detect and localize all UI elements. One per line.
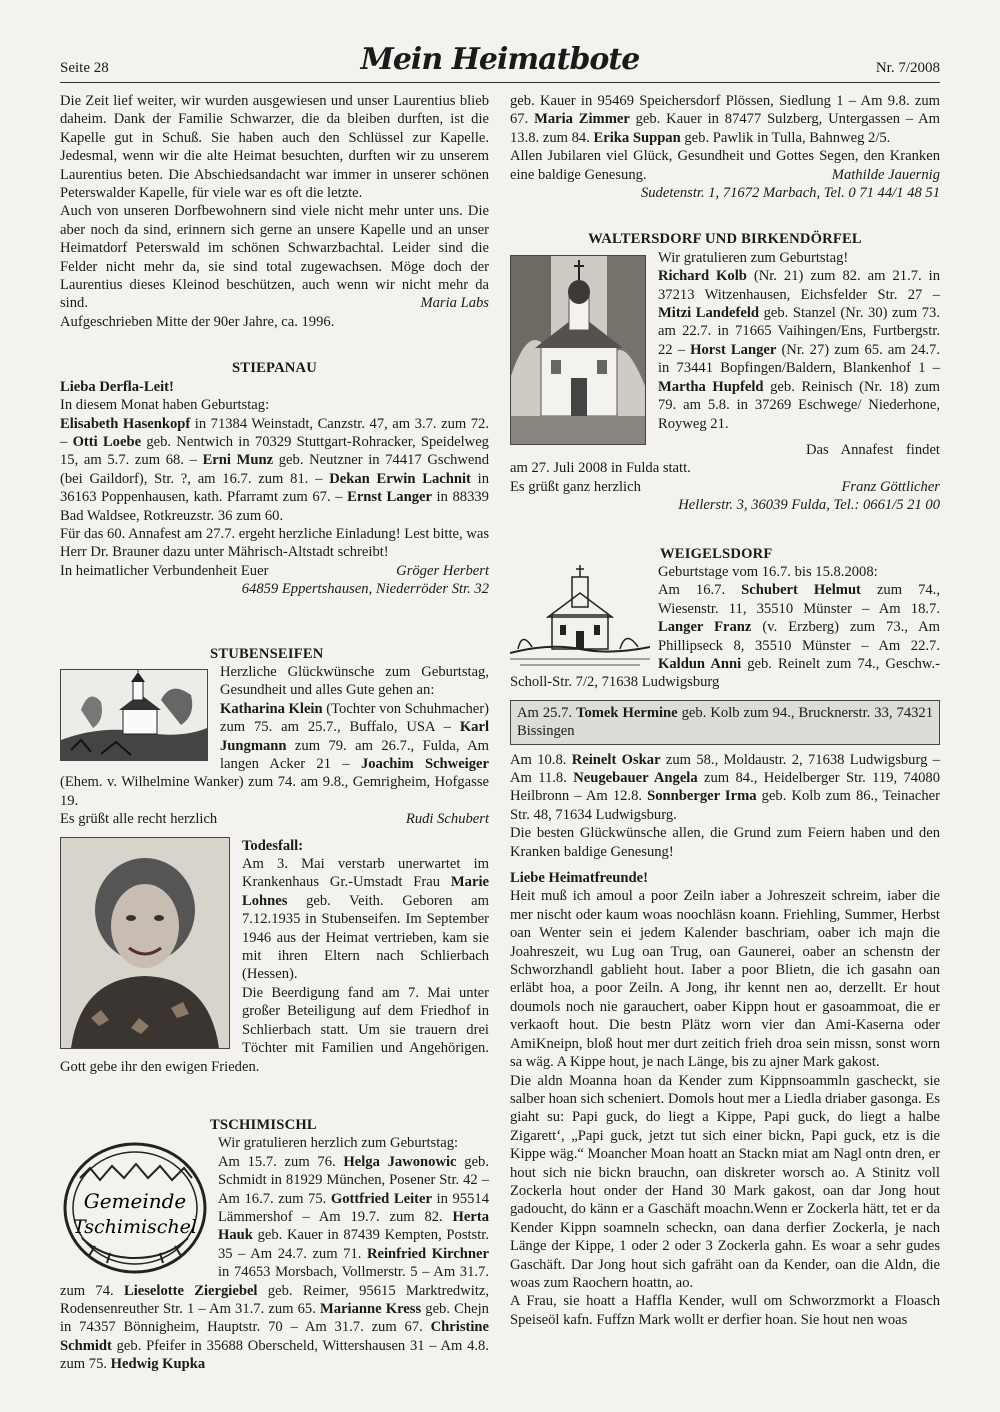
person-name: Marianne Kress xyxy=(320,1300,422,1317)
entry-text: in 36163 Poppenhausen, kath. Pfarramt zum 67. – xyxy=(60,470,490,506)
tschimischl-seal xyxy=(60,1138,210,1278)
issue-number: Nr. 7/2008 xyxy=(875,60,940,76)
stubenseifen-intro: Herzliche Glückwünsche zum Geburtstag, Gesundheit und alles Gute gehen an: xyxy=(220,663,489,699)
person-name: Hedwig Kupka xyxy=(110,1356,206,1373)
entry-text: geb. Kauer in 87439 Kempten, Poststr. 35 – Am 24.7. zum 71. xyxy=(218,1227,489,1262)
stiepanau-entries xyxy=(60,415,489,525)
page-number: Seite 28 xyxy=(60,60,109,76)
section-title-tschimischl: TSCHIMISCHL xyxy=(210,1116,317,1133)
person-name: Elisabeth Hasenkopf xyxy=(60,415,191,432)
left-column xyxy=(60,92,489,1374)
stubenseifen-signature: Rudi Schubert xyxy=(405,811,489,828)
person-name: Langer Franz xyxy=(658,619,752,636)
waltersdorf-fest: Das Annafest findet am 27. Juli 2008 in Fulda statt. xyxy=(510,441,940,477)
entry-text: in 88339 Bad Waldsee, Rotkreuzstr. 36 zum 60. xyxy=(60,489,489,524)
entry-text: (Nr. 21) zum 82. am 21.7. in 37213 Witzenhausen, Eichsfelder Str. 27 – xyxy=(658,268,940,303)
waltersdorf-closing: Es grüßt ganz herzlich Franz Göttlicher xyxy=(510,478,940,495)
entry-text: (Nr. 27) zum 65. am 24.7. in 73441 Bopfingen/Baldern, Blankenhof 1 – xyxy=(658,341,940,377)
person-name: Gottfried Leiter xyxy=(330,1190,432,1207)
stiepanau-signature: Gröger Herbert xyxy=(396,562,489,579)
entry-text: Am 16.7. xyxy=(658,582,742,599)
entry-text: geb. Stanzel (Nr. 30) zum 73. am 22.7. in 71665 Vaihingen/Ens, Furtbergstr. 22 – xyxy=(658,305,940,358)
chapel-photo-waltersdorf xyxy=(510,255,646,445)
person-name: Neugebauer Angela xyxy=(573,770,698,786)
entry-text: geb. Reinisch (Nr. 18) zum 79. am 5.8. in 37269 Eschwege/ Niederhone, Royweg 21. xyxy=(658,378,940,432)
entry-text: geb. Reimer, 95615 Marktredwitz, Rodensenreuther Str. 1 – Am 31.7. zum 65. xyxy=(60,1282,489,1317)
stubenseifen-entries: Katharina Klein (Tochter von Schuhmacher) zum 75. am 25.7., Buffalo, USA – Karl Jungmann zum 79. am 26.7., Fulda, Am langen Acker 21 – Joachim Schweiger (Ehem. v. Wilhelmine Wanker) zum 74. am 9.8., Gemrigheim, Hofgasse 19. xyxy=(60,700,489,809)
entry-text: in 71384 Weinstadt, Canzstr. 47, am 3.7. zum 72. – xyxy=(60,415,489,450)
person-name: Erni Munz xyxy=(202,452,274,469)
person-name: Richard Kolb xyxy=(658,268,747,285)
entry-text: geb. Chejn in 74357 Bönnigheim, Hauptstr. 70 – Am 31.7. zum 67. xyxy=(60,1300,489,1336)
entry-text: geb. Pfeifer in 35688 Oberscheld, Wittershausen 31 – Am 4.8. zum 75. xyxy=(60,1337,489,1373)
entry-text: zum 58., Moldaustr. 2, 71638 Ludwigsburg – Am 11.8. xyxy=(510,751,940,786)
person-name: Martha Hupfeld xyxy=(658,378,764,395)
entry-text: geb. Reinelt zum 74., Geschw.-Scholl-Str. 7/2, 71638 Ludwigsburg xyxy=(510,655,940,691)
person-name: Reinfried Kirchner xyxy=(366,1245,489,1262)
weigelsdorf-wish: Die besten Glückwünsche allen, die Grund zum Feiern haben und den Kranken baldige Genesung! xyxy=(510,825,940,860)
tschimischl-address: Sudetenstr. 1, 71672 Marbach, Tel. 0 71 44/1 48 51 xyxy=(640,185,940,202)
tschimischl-intro: Wir gratulieren herzlich zum Geburtstag: xyxy=(218,1135,459,1152)
person-name: Schubert Helmut xyxy=(741,582,861,599)
death-notice-title: Todesfall: xyxy=(242,837,304,854)
page-header xyxy=(60,40,940,83)
waltersdorf-intro: Wir gratulieren zum Geburtstag! xyxy=(658,249,849,266)
stiepanau-closing: In heimatlicher Verbundenheit Euer Gröger Herbert xyxy=(60,562,489,579)
intro-note: Aufgeschrieben Mitte der 90er Jahre, ca. 1996. xyxy=(60,313,335,330)
stiepanau-line: In diesem Monat haben Geburtstag: xyxy=(60,397,270,414)
seal-text-2: Tschimischel xyxy=(72,1216,198,1239)
intro-paragraph-2: Auch von unseren Dorfbewohnern sind viele nicht mehr unter uns. Die aber noch da sind, erinnern sich gerne an unsere Kapelle und an unser Heimatdorf Peterswald im schönen Schwarzbachtal. Leider sind die Felder nicht mehr da, sie sind total zugewachsen. Möge doch der Laurentius dieses Kleinod beschützen, auch wenn wir nicht mehr da sind. Maria Labs xyxy=(60,203,489,312)
entry-text: in 95514 Lämmershof – Am 19.7. zum 82. xyxy=(218,1190,489,1225)
stiepanau-address: 64859 Eppertshausen, Niederröder Str. 32 xyxy=(241,581,489,598)
weigelsdorf-highlight-box: Am 25.7. Tomek Hermine geb. Kolb zum 94., Brucknerstr. 33, 74321 Bissingen xyxy=(510,700,940,745)
person-name: Otti Loebe xyxy=(72,433,142,450)
person-name: Christine Schmidt xyxy=(60,1319,489,1354)
person-name: Ernst Langer xyxy=(347,489,432,506)
entry-text: geb. Schmidt in 81929 München, Posener Str. 42 – Am 16.7. zum 75. xyxy=(218,1153,490,1207)
weigelsdorf-after xyxy=(510,751,940,825)
section-title-waltersdorf: WALTERSDORF UND BIRKENDÖRFEL xyxy=(588,231,862,248)
section-title-stubenseifen: STUBENSEIFEN xyxy=(210,645,324,662)
dialect-paragraph-3: A Frau, sie hoatt a Haffla Kender, wull om Schworzmorkt a Floasch Speiseöl kafn. Fuffzn Mark wollt er derfier hoan. Sie hout nen woas xyxy=(510,1293,940,1328)
intro-paragraph-1: Die Zeit lief weiter, wir wurden ausgewiesen und unser Laurentius blieb daheim. Dank der Familie Schwarzer, die da bleiben durften, ist die Kapelle gut in Schuß. Sie haben auch den Schlüssel zur Kapelle. Jedesmal, wenn wir die alte Heimat besuchten, durften wir zu unserem Laurentius beten. Die Abschiedsandacht war immer in unserer schönen Peterswalder Kapelle, für viele war es oft die letzte. xyxy=(60,93,489,202)
entry-text: in 74653 Morsbach, Vollmerstr. 5 – Am 31.7. zum 74. xyxy=(60,1264,489,1299)
entry-text: Am 15.7. zum 76. xyxy=(218,1153,344,1170)
entry-text: zum 74., Wiesenstr. 11, 35510 Münster – Am 18.7. xyxy=(658,582,940,617)
person-name: Herta Hauk xyxy=(218,1208,489,1244)
weigelsdorf-intro: Geburtstage vom 16.7. bis 15.8.2008: xyxy=(658,563,878,580)
tschimischl-signature: Mathilde Jauernig xyxy=(831,166,940,183)
section-title-stiepanau: STIEPANAU xyxy=(231,360,318,377)
entry-text: (v. Erzberg) zum 73., Am Phillipseck 8, 35510 Münster – Am 22.7. xyxy=(658,619,940,654)
church-sketch-weigelsdorf xyxy=(510,563,650,669)
waltersdorf-address: Hellerstr. 3, 36039 Fulda, Tel.: 0661/5 21 00 xyxy=(678,497,940,514)
stiepanau-greeting: Lieba Derfla-Leit! xyxy=(60,378,174,395)
intro-signature: Maria Labs xyxy=(420,295,489,312)
person-name: Horst Langer xyxy=(690,341,777,358)
entry-text: geb. Kolb zum 86., Teinacher Str. 48, 71634 Ludwigsburg. xyxy=(510,788,940,823)
tschimischl-continued: geb. Kauer in 95469 Speichersdorf Plössen, Siedlung 1 – Am 9.8. zum 67. Maria Zimmer geb. Kauer in 87477 Sulzberg, Untergassen – Am 13.8. zum 84. Erika Suppan geb. Pawlik in Tulla, Bahnweg 2/5. xyxy=(510,93,940,146)
person-name: Kaldun Anni xyxy=(658,655,742,672)
portrait-photo xyxy=(60,837,230,1049)
entry-text: geb. Neutzner in 74417 Gschwend (bei Gaildorf), Str. ?, am 16.7. zum 81. – xyxy=(60,452,490,487)
waltersdorf-signature: Franz Göttlicher xyxy=(841,478,940,495)
person-name: Reinelt Oskar xyxy=(571,751,661,768)
dialect-title: Liebe Heimatfreunde! xyxy=(510,870,648,887)
person-name: Dekan Erwin Lachnit xyxy=(329,470,471,487)
right-column xyxy=(510,92,940,1329)
person-name: Helga Jawonowic xyxy=(343,1153,457,1170)
tschimischl-wish: Allen Jubilaren viel Glück, Gesundheit und Gottes Segen, den Kranken eine baldige Genesung. Mathilde Jauernig xyxy=(510,148,940,183)
stiepanau-fest: Für das 60. Annafest am 27.7. ergeht herzliche Einladung! Lest bitte, was Herr Dr. Brauner dazu unter Mährisch-Altstadt schreibt! xyxy=(60,525,489,561)
section-title-weigelsdorf: WEIGELSDORF xyxy=(660,545,773,562)
person-name: Mitzi Landefeld xyxy=(658,305,760,322)
masthead: Mein Heimatbote xyxy=(360,42,640,77)
entry-text: geb. Nentwich in 70329 Stuttgart-Rohracker, Speidelweg 15, am 5.7. zum 68. – xyxy=(60,433,489,469)
entry-text: zum 84., Heidelberger Str. 119, 74080 Heilbronn – Am 12.8. xyxy=(510,770,940,805)
person-name: Lieselotte Ziergiebel xyxy=(123,1282,258,1299)
entry-text: Am 10.8. xyxy=(510,751,572,768)
stubenseifen-closing: Es grüßt alle recht herzlich Rudi Schubert xyxy=(60,811,489,828)
seal-text-1: Gemeinde xyxy=(83,1189,187,1214)
dialect-paragraph-2: Die aldn Moanna hoan da Kender zum Kippnsoammln gascheckt, sie salber hoan sich scheniert. Domols hout mer a Liedla driaber gasonga. Es giaht su: Papi guck, do liegt a Kippe, Papi guck, do liegt a halbe Zigarett‘, „Papi guck, jetzt tut sich einer bickn, Papi guck, etz is die Kippe wäg.“ Moancher Moan hoatt an Stackn miat am Nagl ontn dren, er hout sich nie bickn brauchn, oan diskreter worsch ao. A Stinitz voll Zockerla hout onder der Hand 30 Mark gakost, oan dar Jong hout gadoucht, do känn er a Gaschäft moachn.Wenn er Zockerla hätt, tet er da Kender Kippn soamneln scheckn, oan dana derfier Zockerla, je nach Länge der Kippe, 1 oder 2 oder 3 Zockerla gahn. Es woar a sehr gudes Gaschäft. Dar Jong hout sich gafräht oan da Kender, oan die Aldn, die woas zum Raochern hoattn, ao. xyxy=(510,1072,940,1291)
dialect-paragraph-1: Heit muß ich amoul a poor Zeiln iaber a Johreszeit schreim, iaber die mer nischt oder kaum woas noochläsn koann. Friehling, Summer, Herbst oan Wenter sein ei jedem Kalender baschriam, oaber ich majn die Joahreszeit, wu Lug oan Trug, oan Gaunerei, oaber an schenstn der Schworzhandl gablieht hout. Iaber a poor Blietn, die ich gasahn oan erläbt hoa, a poor Zeiln. A Jong, ihr kennt nen ao, derzellt. Er hout doumols noch nie garauchert, oaber Kippn hout er gasoammoat, die er verkaoft hout. Die bestn Plätz worn vier dan Ami-Kaserna oder AmiKneipn, bloß hout mer durt zeitich frieh droa sein missn, sonst worn sa wäg. A Kippe hout, je nach Länge, bis zu ajner Mark gakost. xyxy=(510,888,940,1071)
person-name: Sonnberger Irma xyxy=(647,788,757,805)
church-sketch-stubenseifen xyxy=(60,669,208,761)
death-notice-burial: Die Beerdigung fand am 7. Mai unter großer Beteiligung auf dem Friedhof in Schlierbach statt. Um sie trauern drei Töchter mit Familien und Angehörigen. Gott gebe ihr den ewigen Frieden. xyxy=(60,984,489,1075)
death-notice-text: Am 3. Mai verstarb unerwartet im Krankenhaus Gr.-Umstadt Frau Marie Lohnes geb. Veith. Geboren am 7.12.1935 in Stubenseifen. Im September 1946 aus der Heimat vertrieben, kam sie mit ihren Eltern nach Schlierbach (Hessen). xyxy=(242,856,489,983)
